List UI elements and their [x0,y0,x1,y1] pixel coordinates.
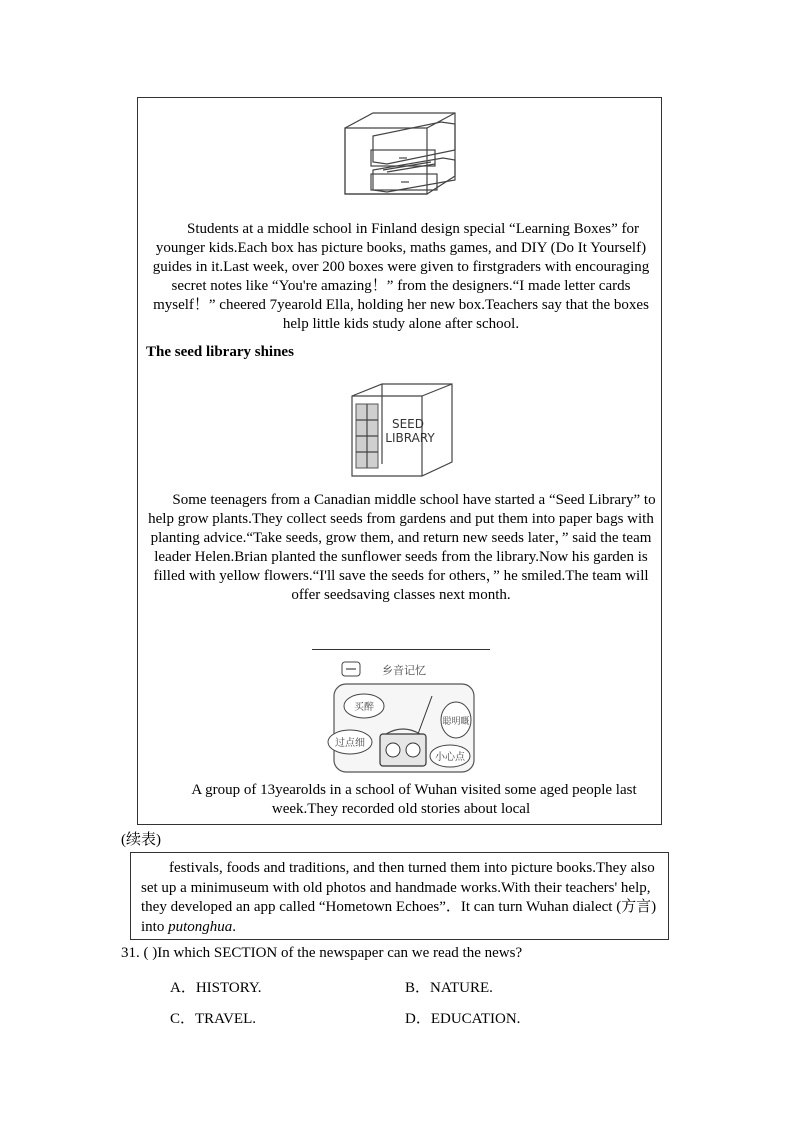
learning-box-paragraph: Students at a middle school in Finland design special “Learning Boxes” for younger kids.Each box has picture books, maths games, and DIY (Do It Yourself) guides in it.Last week, over 200 boxes were given to firstgraders with encouraging secret notes like “You're amazing！” from the designers.“I made letter cards myself！” cheered 7yearold Ella, holding her new box.Teachers say that the boxes help little kids study alone after school. [152,221,650,332]
option-c[interactable]: C．TRAVEL. [170,1011,256,1027]
seed-library-heading: The seed library shines [146,344,294,360]
bubble-1: 买醉 [354,702,374,713]
continued-text-box [130,852,669,940]
continued-text-main: festivals, foods and traditions, and then turned them into picture books.They also set up a minimuseum with old photos and handmade works.With their teachers' help, they developed an app called “Hometown Echoes”．It can turn Wuhan dialect (方言) into [141,860,657,935]
option-a[interactable]: A．HISTORY. [170,980,262,996]
hometown-app-image [320,656,485,776]
title-blank-line [312,649,490,650]
option-b[interactable]: B．NATURE. [405,980,493,996]
article-box [137,97,662,825]
continuation-label: (续表) [121,832,161,848]
seed-library-paragraph: Some teenagers from a Canadian middle school have started a “Seed Library” to help grow plants.They collect seeds from gardens and put them into paper bags with planting advice.“Take seeds, grow them, and return new seeds later，” said the team leader Helen.Brian planted the sunflower seeds from the library.Now his garden is filled with yellow flowers.“I'll save the seeds for others，” he smiled.The team will offer seedsaving classes next month. [148,492,656,603]
question-text: In which SECTION of the newspaper can we read the news? [157,945,523,961]
question-31 [121,945,522,962]
bubble-3: 聪明嘅 [442,717,470,727]
option-d[interactable]: D．EDUCATION. [405,1011,521,1027]
putonghua-term: putonghua [168,918,233,935]
bubble-4: 小心点 [435,752,465,763]
continued-text-end: . [232,918,237,935]
bubble-2: 过点细 [335,738,365,749]
app-title: 乡音记忆 [382,664,426,677]
continued-paragraph [141,859,666,937]
sign-line-1: SEED [391,417,425,431]
question-number: 31. ( ) [121,945,158,961]
seed-library-image [346,380,456,480]
drawer-box-image [343,108,461,198]
sign-line-2: LIBRARY [385,431,435,445]
wuhan-paragraph: A group of 13yearolds in a school of Wuhan visited some aged people last week.They recorded old stories about local [191,782,637,817]
